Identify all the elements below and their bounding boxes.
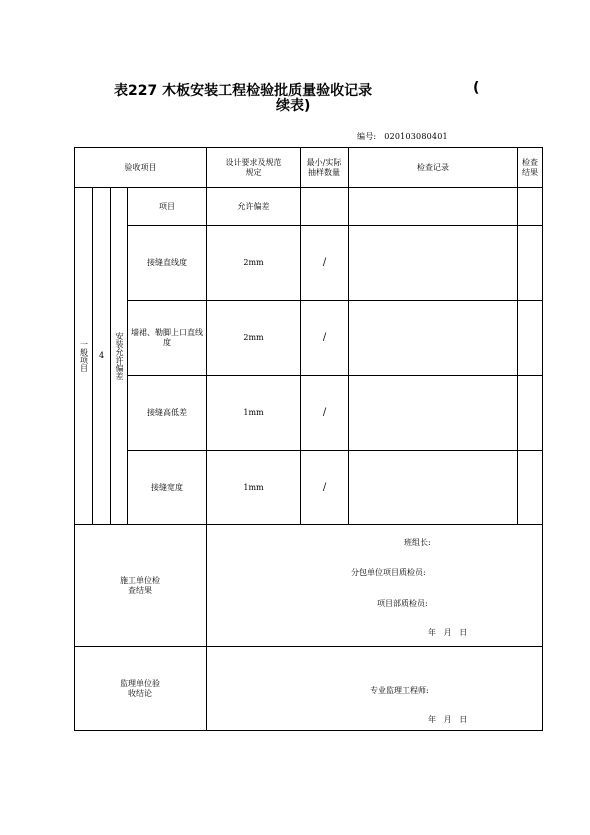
title-paren: (: [473, 80, 480, 96]
row-name: 墙裙、勒脚上口直线度: [131, 328, 203, 347]
row-value: 1mm: [243, 408, 264, 417]
row-sample: /: [322, 407, 327, 418]
group-category-label: 安装允许偏差: [115, 332, 124, 380]
dept-inspector-label: 项目部质检员:: [377, 599, 428, 608]
row-name: 接缝直线度: [147, 258, 187, 267]
row-sample: /: [322, 257, 327, 268]
construction-label: 施工单位检查结果: [120, 575, 160, 595]
supervision-label: 监理单位验收结论: [120, 678, 160, 698]
subheader-item: 项目: [159, 201, 175, 211]
sub-inspector-label: 分包单位项目质检员:: [351, 568, 426, 577]
row-value: 1mm: [243, 482, 264, 492]
row-sample: /: [322, 332, 327, 343]
header-inspection-result: 检查结果: [522, 157, 538, 177]
title-main: 表227 木板安装工程检验批质量验收记录: [114, 83, 373, 99]
header-inspection-record: 检查记录: [417, 162, 449, 172]
supervision-date: 年 月 日: [428, 715, 468, 724]
row-sample: /: [322, 481, 327, 493]
row-name: 接缝高低差: [147, 408, 187, 417]
team-leader-label: 班组长:: [404, 538, 431, 547]
record-code: [357, 131, 448, 142]
supervision-engineer-label: 专业监理工程师:: [370, 686, 429, 695]
row-value: 2mm: [243, 258, 264, 267]
group-index: 4: [98, 351, 105, 360]
group-general-label: 一般项目: [79, 340, 89, 372]
header-design-requirement: 设计要求及规范规定: [225, 157, 282, 177]
row-value: 2mm: [243, 333, 264, 342]
header-acceptance-item: 验收项目: [124, 162, 157, 172]
title-continued: 续表): [276, 98, 311, 114]
record-code-value: 020103080401: [384, 132, 448, 141]
subheader-allowed: 允许偏差: [237, 201, 270, 211]
group-index-cell: [93, 188, 110, 524]
header-min-sample: 最小/实际抽样数量: [306, 157, 342, 177]
row-name: 接缝宽度: [151, 482, 183, 492]
group-general-cell: [75, 188, 92, 524]
record-code-label: 编号:: [357, 132, 377, 141]
group-category-cell: [111, 188, 127, 524]
construction-date: 年 月 日: [428, 628, 468, 637]
